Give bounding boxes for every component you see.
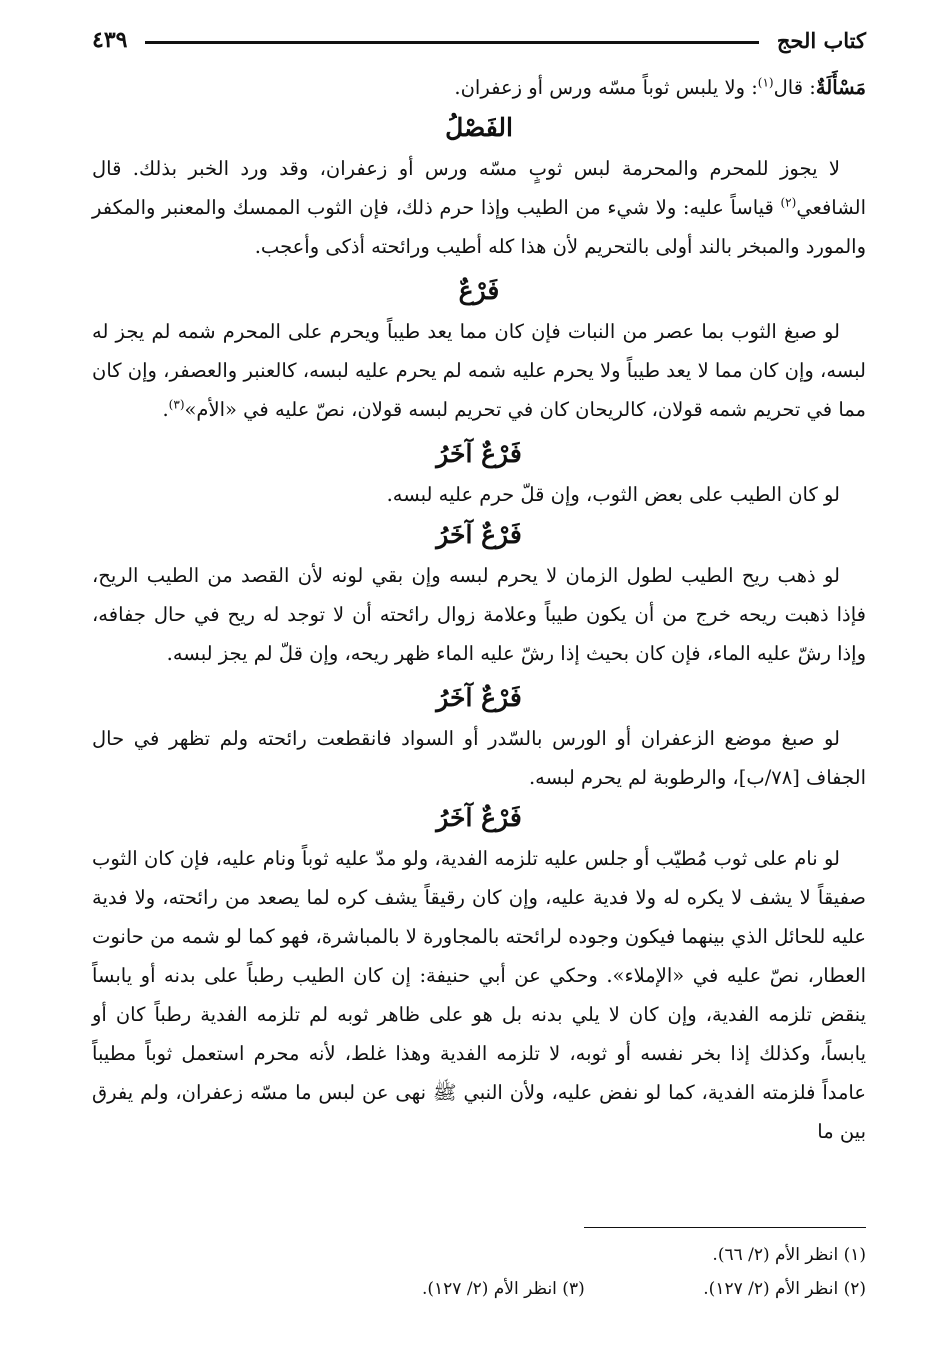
far-1-text-before: لو صبغ الثوب بما عصر من النبات فإن كان مما يعد طيباً ويحرم على المحرم شمه لم يجز له لبسه، وإن كان مما لا يعد طيباً ولا يحرم عليه شمه لم يحرم عليه لبسه، كالعنبر والعصفر، وإن كان مما في تحريم شمه قولان، كالريحان كان في تحريم لبسه قولان، نصّ عليه في «الأم» <box>92 320 866 421</box>
footnote-ref-1: (١) <box>757 75 774 90</box>
heading-far-3: فَرْعٌ آخَرُ <box>436 520 522 549</box>
footnotes <box>92 1238 866 1306</box>
heading-far-5: فَرْعٌ آخَرُ <box>436 803 522 832</box>
book-title: كتاب الحج <box>776 27 866 53</box>
header-rule <box>145 41 758 44</box>
far-3-paragraph: لو ذهب ريح الطيب لطول الزمان لا يحرم لبسه وإن بقي لونه لأن القصد من الطيب الريح، فإذا ذهبت ريحه خرج من أن يكون طيباً وعلامة زوال رائحته أن لا توجد له ريح في حال جفافه، وإذا رشّ عليه الماء، فإن كان بحيث إذا رشّ عليه الماء ظهر ريحه، وإن قلّ لم يجز لبسه. <box>92 564 866 665</box>
far-5-paragraph: لو نام على ثوب مُطيّب أو جلس عليه تلزمه الفدية، ولو مدّ عليه ثوباً ونام عليه، فإن كان الثوب صفيقاً لا يشف لا يكره له ولا فدية عليه، وإن كان رقيقاً يشف كره لما يصعد من رائحته، ولا فدية عليه للحائل الذي بينهما فيكون وجوده لرائحته بالمجاورة لا بالمباشرة، فهو كما لو شمه من حانوت العطار، نصّ عليه في «الإملاء». وحكي عن أبي حنيفة: إن كان الطيب رطباً على بدنه أو يابساً ينقض تلزمه الفدية، وإن كان لا يلي بدنه بل هو على ظاهر ثوبه لم تلزمه الفدية رطباً كان أو يابساً، وكذلك إذا بخر نفسه أو ثوبه، لا تلزمه الفدية وهذا غلط، لأنه محرم استعمل ثوباً مطيباً عامداً فلزمته الفدية، كما لو نفض عليه، ولأن النبي ﷺ نهى عن لبس ما مسّه زعفران، ولم يفرق بين ما <box>92 847 866 1143</box>
heading-far-4: فَرْعٌ آخَرُ <box>436 683 522 712</box>
fasl-text-after: قياساً عليه: ولا شيء من الطيب وإذا حرم ذلك، فإن الثوب الممسك والمعنبر والمكفر والمورد والمبخر بالند أولى بالتحريم لأن هذا كله أطيب ورائحته أذكى وأعجب. <box>92 196 866 258</box>
fasl-paragraph <box>92 149 866 266</box>
footnote-separator <box>584 1227 866 1228</box>
masala-text-after: : ولا يلبس ثوباً مسّه ورس أو زعفران. <box>454 76 758 99</box>
heading-far-1: فَرْعٌ <box>458 276 500 305</box>
fasl-text-before: لا يجوز للمحرم والمحرمة لبس ثوبٍ مسّه ورس أو زعفران، وقد ورد الخبر بذلك. قال الشافعي <box>92 157 866 219</box>
footnote-3: (٣) انظر الأم (٢/ ١٢٧). <box>422 1279 585 1299</box>
masala-paragraph <box>92 68 866 107</box>
footnote-row <box>92 1272 866 1306</box>
footnote-ref-2: (٢) <box>780 195 797 210</box>
footnote-1: (١) انظر الأم (٢/ ٦٦). <box>712 1245 866 1265</box>
masala-text-before: : قال <box>773 76 816 99</box>
far-1-paragraph <box>92 312 866 429</box>
page-header <box>92 22 866 58</box>
page-number: ٤٣٩ <box>92 27 128 53</box>
heading-far-2: فَرْعٌ آخَرُ <box>436 439 522 468</box>
far-4-paragraph: لو صبغ موضع الزعفران أو الورس بالسّدر أو السواد فانقطعت رائحته ولم تظهر في حال الجفاف [٧٨/ب]، والرطوبة لم يحرم لبسه. <box>92 727 866 789</box>
heading-fasl: الفَصْلُ <box>445 113 513 142</box>
far-1-text-after: . <box>162 398 169 421</box>
footnote-ref-3: (٣) <box>168 397 185 412</box>
masala-label: مَسْأَلَةٌ <box>815 76 866 99</box>
page-body <box>92 68 866 1151</box>
footnote-2: (٢) انظر الأم (٢/ ١٢٧). <box>703 1279 866 1299</box>
far-2-paragraph: لو كان الطيب على بعض الثوب، وإن قلّ حرم عليه لبسه. <box>386 483 840 506</box>
